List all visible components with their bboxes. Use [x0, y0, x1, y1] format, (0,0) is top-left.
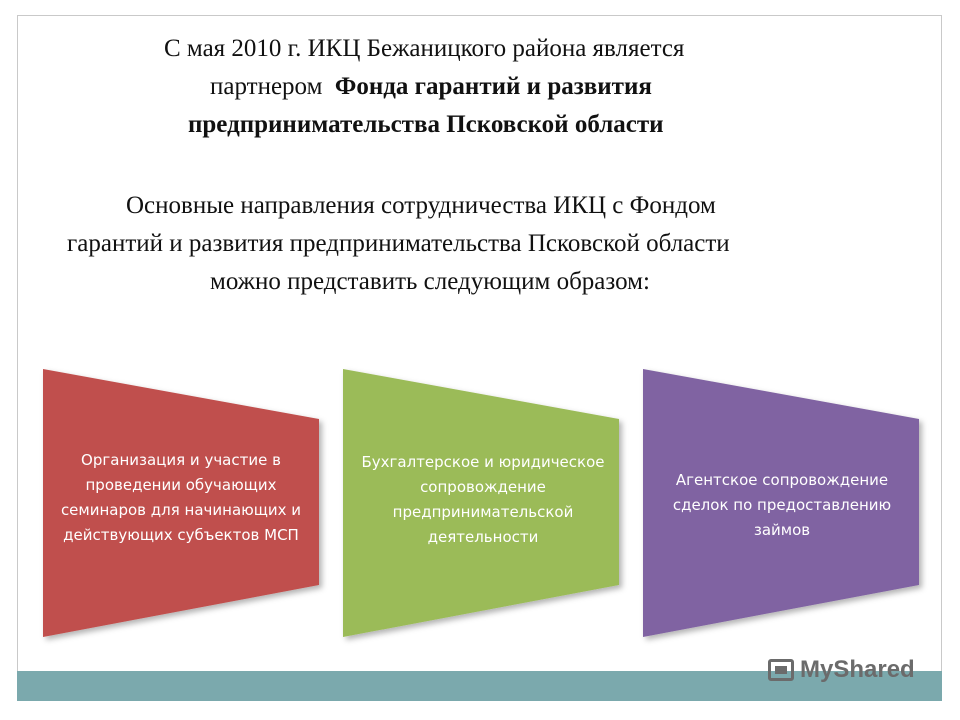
intro-line-1: Основные направления сотрудничества ИКЦ с Фондом	[126, 192, 716, 219]
heading-line-3: предпринимательства Псковской области	[188, 111, 664, 138]
watermark	[768, 656, 915, 684]
intro-line-2: гарантий и развития предпринимательства Псковской области	[67, 230, 730, 257]
heading-line-2-bold: Фонда гарантий и развития	[334, 73, 652, 100]
watermark-text: MyShared	[800, 656, 915, 683]
direction-label-2: Бухгалтерское и юридическое сопровождение предпринимательской деятельности	[361, 453, 605, 546]
direction-label-3: Агентское сопровождение сделок по предоставлению займов	[672, 470, 892, 539]
direction-label-1: Организация и участие в проведении обучающих семинаров для начинающих и действующих субъектов МСП	[60, 451, 302, 544]
heading-line-1: С мая 2010 г. ИКЦ Бежаницкого района является	[164, 35, 685, 62]
presentation-icon	[768, 659, 794, 681]
heading-line-2-prefix: партнером	[210, 73, 323, 100]
intro-line-3: можно представить следующим образом:	[210, 268, 650, 295]
